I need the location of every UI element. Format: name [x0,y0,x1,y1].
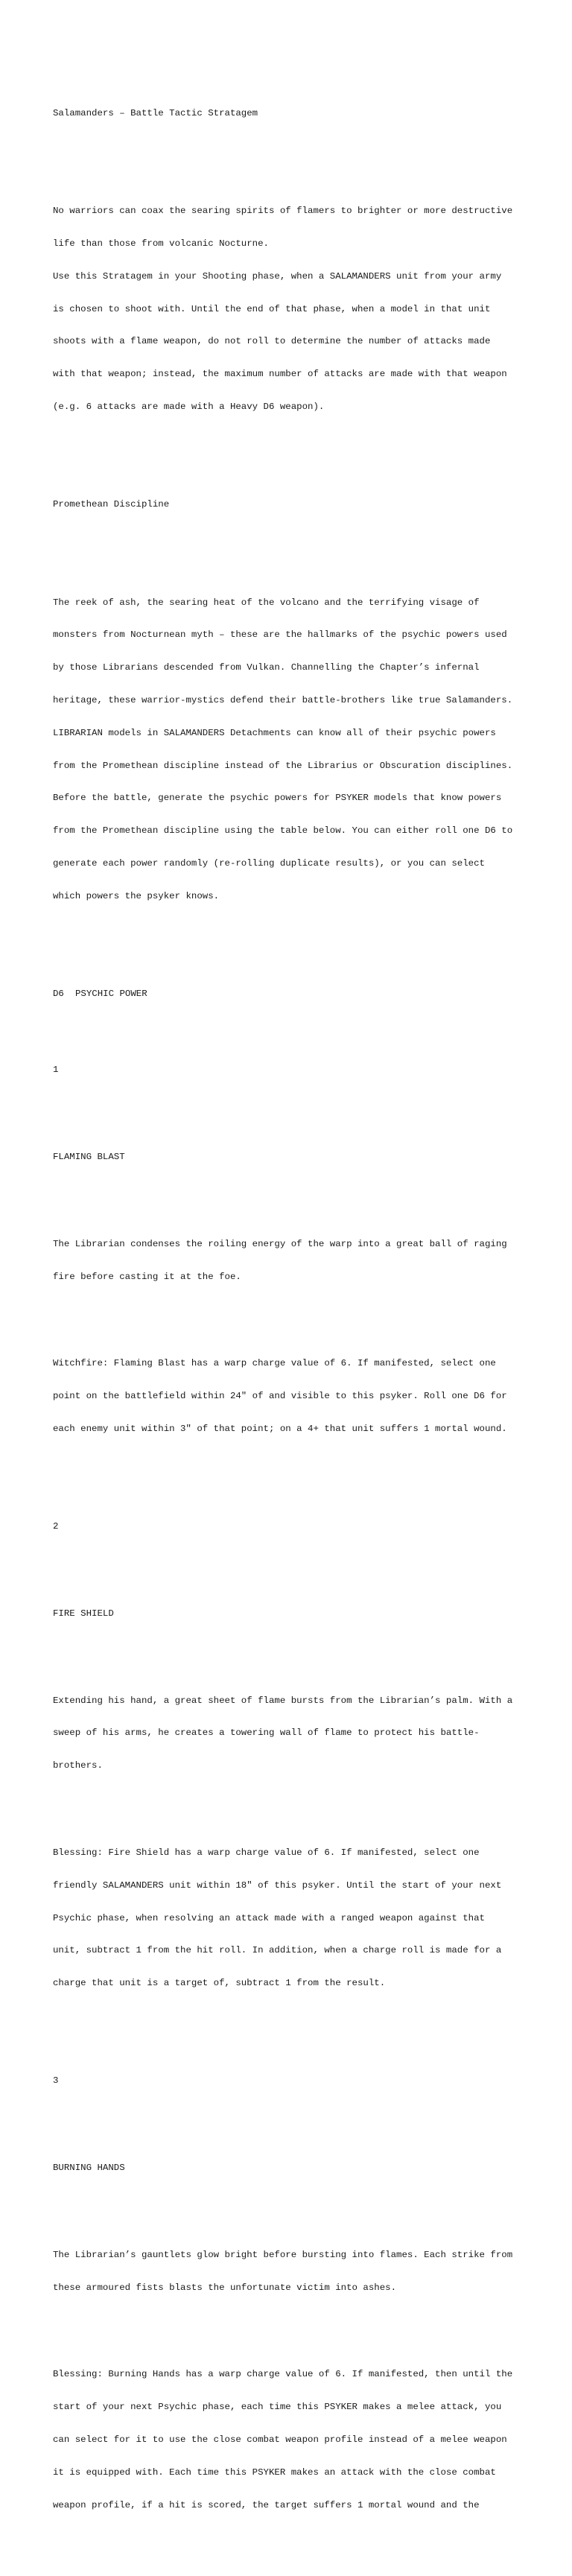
power-flavour [53,1673,530,1793]
text-line: Witchfire: Flaming Blast has a warp charge value of 6. If manifested, select one [53,1358,496,1369]
power-rules [53,1826,530,2011]
power-entry [53,1500,530,1554]
power-number: 3 [53,2075,59,2087]
text-line: can select for it to use the close combat weapon profile instead of a melee weapon [53,2434,507,2446]
power-name: BURNING HANDS [53,2163,125,2174]
text-line: heritage, these warrior-mystics defend their battle-brothers like true Salamanders. [53,695,513,706]
text-line: monsters from Nocturnean myth – these are the hallmarks of the psychic powers used [53,629,507,641]
text-line: No warriors can coax the searing spirits of flamers to brighter or more destructive [53,206,513,217]
text-line: friendly SALAMANDERS unit within 18" of this psyker. Until the start of your next [53,1879,502,1891]
power-number: 2 [53,1521,59,1532]
power-flavour [53,1217,530,1304]
power-name: FIRE SHIELD [53,1608,114,1619]
text-line: life than those from volcanic Nocturne. [53,238,269,250]
text-line: fire before casting it at the foe. [53,1271,241,1282]
text-line: sweep of his arms, he creates a towering wall of flame to protect his battle- [53,1728,480,1739]
text-line: which powers the psyker knows. [53,890,220,901]
text-line: shoots with a flame weapon, do not roll to determine the number of attacks made [53,336,491,347]
text-line: is chosen to shoot with. Until the end of that phase, when a model in that unit [53,303,491,314]
text-line: The Librarian’s gauntlets glow bright before bursting into flames. Each strike from [53,2249,513,2260]
text-line: LIBRARIAN models in SALAMANDERS Detachments can know all of their psychic powers [53,727,496,738]
document-page [53,54,530,2576]
text-line: charge that unit is a target of, subtract 1 from the result. [53,1978,386,1989]
power-flavour [53,2228,530,2315]
table-header-power: PSYCHIC POWER [75,989,147,1000]
power-number: 1 [53,1065,59,1076]
document-title: Salamanders – Battle Tactic Stratagem [53,107,258,118]
stratagem-text [53,184,530,434]
text-line: The reek of ash, the searing heat of the volcano and the terrifying visage of [53,597,480,608]
power-rules [53,2347,530,2532]
text-line: Use this Stratagem in your Shooting phase, when a SALAMANDERS unit from your army [53,270,502,282]
text-line: brothers. [53,1760,103,1771]
text-line: each enemy unit within 3" of that point; on a 4+ that unit suffers 1 mortal wound. [53,1423,507,1434]
table-header-d6: D6 [53,989,64,1000]
text-line: point on the battlefield within 24" of and visible to this psyker. Roll one D6 for [53,1391,507,1402]
text-line: Blessing: Burning Hands has a warp charge value of 6. If manifested, then until the [53,2369,513,2380]
power-rules [53,1336,530,1456]
text-line: Before the battle, generate the psychic powers for PSYKER models that know powers [53,793,502,804]
text-line: weapon profile, if a hit is scored, the target suffers 1 mortal wound and the [53,2499,480,2510]
text-line: it is equipped with. Each time this PSYKER makes an attack with the close combat [53,2466,496,2478]
power-entry [53,2054,530,2108]
text-line: these armoured fists blasts the unfortunate victim into ashes. [53,2282,397,2293]
text-line: start of your next Psychic phase, each time this PSYKER makes a melee attack, you [53,2402,502,2413]
text-line: by those Librarians descended from Vulkan. Channelling the Chapter’s infernal [53,662,480,673]
text-line: generate each power randomly (re-rolling duplicate results), or you can select [53,857,485,869]
text-line: Extending his hand, a great sheet of flame bursts from the Librarian’s palm. With a [53,1695,513,1706]
text-line: (e.g. 6 attacks are made with a Heavy D6 weapon). [53,402,325,412]
discipline-intro [53,576,530,924]
text-line: from the Promethean discipline using the table below. You can either roll one D6 to [53,825,513,837]
text-line: from the Promethean discipline instead of the Librarius or Obscuration disciplines. [53,760,513,771]
text-line: Psychic phase, when resolving an attack made with a ranged weapon against that [53,1912,485,1923]
table-header [53,989,530,1000]
power-name: FLAMING BLAST [53,1151,125,1162]
text-line: Blessing: Fire Shield has a warp charge value of 6. If manifested, select one [53,1847,480,1858]
power-entry [53,1043,530,1097]
text-line: The Librarian condenses the roiling energy of the warp into a great ball of raging [53,1238,507,1249]
discipline-heading: Promethean Discipline [53,499,170,510]
power-table [53,967,530,2554]
text-line: unit, subtract 1 from the hit roll. In addition, when a charge roll is made for a [53,1945,502,1956]
text-line: with that weapon; instead, the maximum number of attacks are made with that weapon [53,369,507,380]
